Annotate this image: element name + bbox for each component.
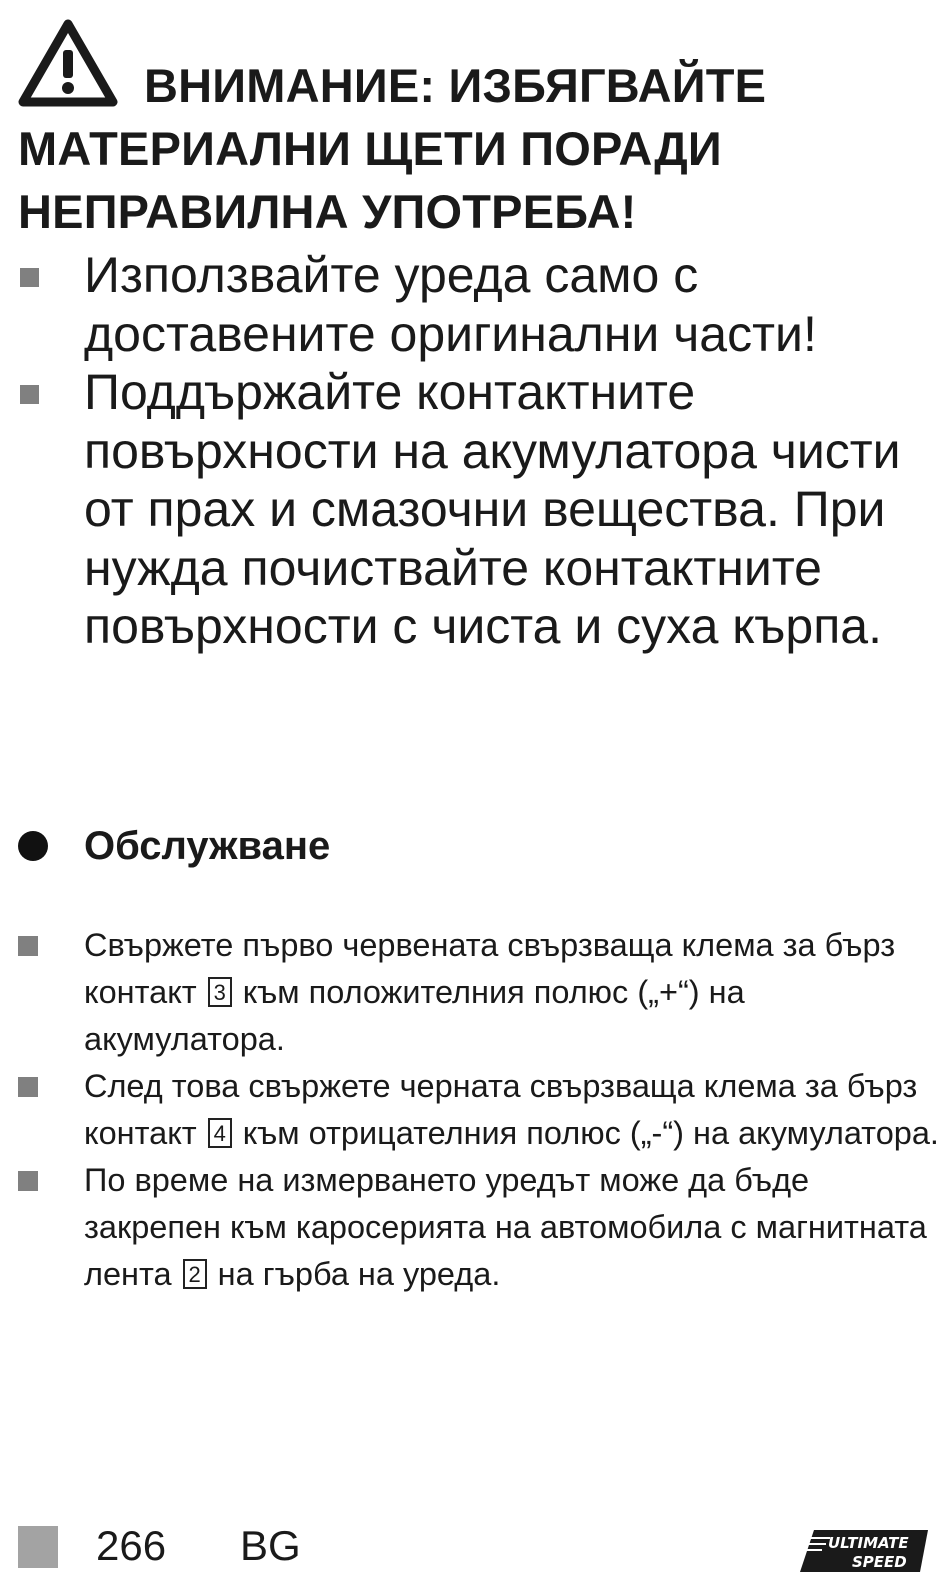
large-bullet-list: [0, 246, 950, 656]
square-bullet-icon: [18, 936, 38, 956]
list-item: [0, 1063, 950, 1157]
instruction-list: [0, 922, 950, 1298]
list-item: [0, 922, 950, 1063]
part-reference-badge: 2: [183, 1259, 207, 1289]
list-item-text-after: към положителния полюс („+“) на акумулатора.: [84, 974, 745, 1057]
filled-circle-bullet-icon: [18, 831, 48, 861]
language-code: BG: [240, 1522, 301, 1569]
part-reference-badge: 3: [208, 977, 232, 1007]
logo-line1: ULTIMATE: [828, 1534, 909, 1552]
section-heading: [0, 820, 950, 880]
square-bullet-icon: [18, 1077, 38, 1097]
page-number: 266: [96, 1522, 167, 1569]
square-bullet-icon: [18, 1171, 38, 1191]
square-bullet-icon: [20, 385, 39, 404]
list-item: [0, 363, 950, 656]
list-item-text-before: По време на измерването уредът може да бъде закрепен към каросерията на автомобила с магнитната лента: [84, 1162, 927, 1292]
list-item-text-before: След това свържете черната свързваща клема за бърз контакт: [84, 1068, 918, 1151]
part-reference-badge: 4: [208, 1118, 232, 1148]
list-item-text: Използвайте уреда само с доставените оригинални части!: [84, 247, 817, 362]
logo-line2: SPEED: [852, 1553, 907, 1571]
list-item-text-before: Свържете първо червената свързваща клема за бърз контакт: [84, 927, 896, 1010]
list-item-text: Поддържайте контактните повърхности на акумулатора чисти от прах и смазочни вещества. При нужда почиствайте контактните повърхности с чиста и суха кърпа.: [84, 364, 901, 654]
list-item-text-after: към отрицателния полюс („-“) на акумулатора.: [242, 1115, 939, 1151]
square-bullet-icon: [20, 268, 39, 287]
footer-square-icon: [18, 1526, 58, 1568]
list-item: [0, 1157, 950, 1298]
warning-heading: [18, 18, 943, 243]
page-footer: [0, 1516, 950, 1571]
list-item-text-after: на гърба на уреда.: [217, 1256, 501, 1292]
warning-heading-text: ВНИМАНИЕ: ИЗБЯГВАЙТЕ МАТЕРИАЛНИ ЩЕТИ ПОРАДИ НЕПРАВИЛНА УПОТРЕБА!: [18, 59, 767, 238]
ultimate-speed-logo: [800, 1528, 928, 1574]
warning-triangle-icon: [18, 18, 118, 108]
list-item: [0, 246, 950, 363]
section-title: Обслужване: [84, 824, 331, 868]
